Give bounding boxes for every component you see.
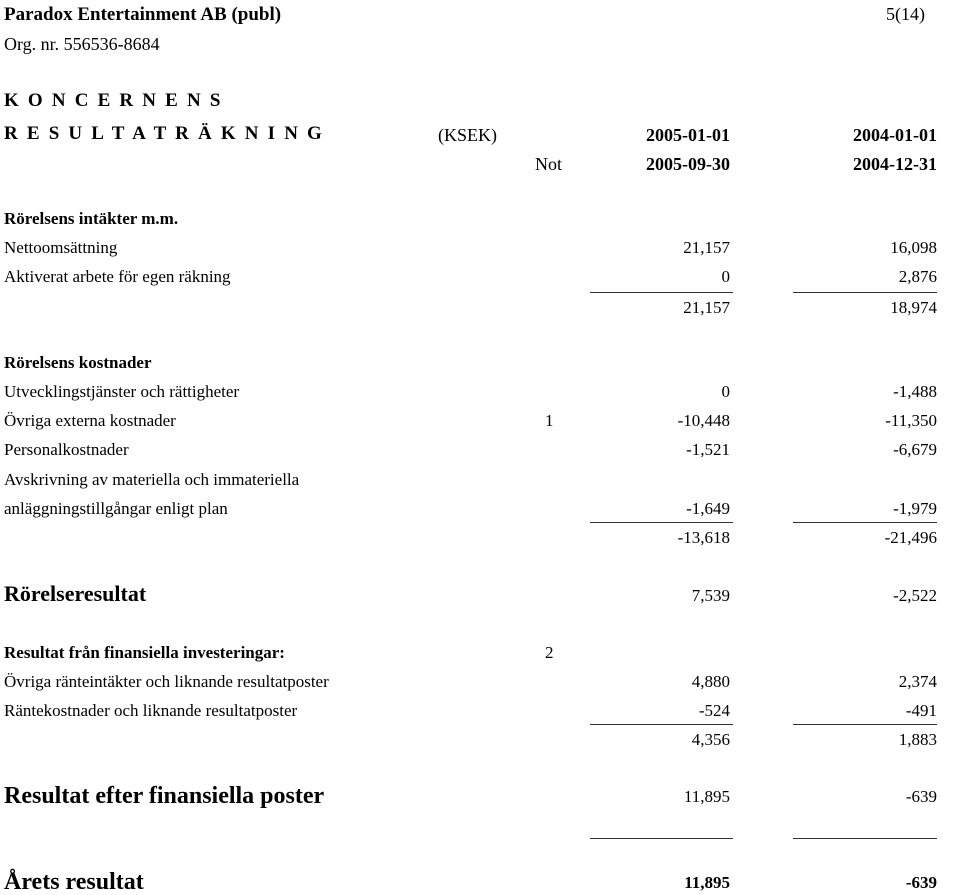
row-label: Avskrivning av materiella och immateriella	[4, 470, 300, 489]
subtotal-rule	[590, 292, 733, 293]
result-after-financial-label: Resultat efter finansiella poster	[4, 783, 325, 809]
subtotal-current: 21,157	[683, 298, 730, 317]
section-heading-costs: Rörelsens kostnader	[4, 353, 152, 372]
note-column-header: Not	[535, 154, 562, 174]
row-current: 21,157	[683, 238, 730, 257]
row-prior: 16,098	[890, 238, 937, 257]
total-rule	[793, 838, 937, 839]
subtotal-rule	[793, 724, 937, 725]
total-rule	[590, 838, 733, 839]
row-prior: 2,374	[898, 672, 937, 691]
subtotal-prior: 18,974	[890, 298, 937, 317]
row-label: Utvecklingstjänster och rättigheter	[4, 382, 240, 401]
subtotal-rule	[590, 724, 733, 725]
row-label: Övriga ränteintäkter och liknande resultatposter	[4, 672, 329, 691]
row-note: 1	[545, 411, 554, 430]
result-after-financial-current: 11,895	[683, 787, 730, 806]
section-heading-financial: Resultat från finansiella investeringar:	[4, 643, 285, 662]
subtotal-rule	[793, 292, 937, 293]
row-current: 0	[721, 267, 730, 286]
row-label: Aktiverat arbete för egen räkning	[4, 267, 231, 286]
subtotal-current: -13,618	[677, 528, 730, 547]
row-current: 0	[721, 382, 730, 401]
prior-period-start: 2004-01-01	[853, 125, 937, 145]
net-result-current: 11,895	[684, 873, 730, 892]
row-label: Nettoomsättning	[4, 238, 118, 257]
report-title-line2: R E S U L T A T R Ä K N I N G	[4, 123, 325, 144]
company-name: Paradox Entertainment AB (publ)	[4, 4, 282, 25]
row-current: -1,649	[686, 499, 730, 518]
current-period-end: 2005-09-30	[646, 154, 730, 174]
section-heading-revenue: Rörelsens intäkter m.m.	[4, 209, 179, 228]
prior-period-end: 2004-12-31	[853, 154, 937, 174]
page-number: 5(14)	[886, 4, 925, 24]
subtotal-prior: 1,883	[898, 730, 937, 749]
net-result-label: Årets resultat	[4, 869, 144, 895]
row-label: Övriga externa kostnader	[4, 411, 176, 430]
row-prior: 2,876	[898, 267, 937, 286]
subtotal-prior: -21,496	[884, 528, 937, 547]
row-prior: -1,488	[893, 382, 937, 401]
row-label-continued: anläggningstillgångar enligt plan	[4, 499, 228, 518]
row-prior: -11,350	[885, 411, 937, 430]
subtotal-rule	[793, 522, 937, 523]
row-label: Räntekostnader och liknande resultatposter	[4, 701, 298, 720]
org-number: Org. nr. 556536-8684	[4, 34, 160, 54]
row-current: -524	[698, 701, 730, 720]
row-current: -10,448	[677, 411, 730, 430]
subtotal-rule	[590, 522, 733, 523]
row-current: 4,880	[691, 672, 730, 691]
result-after-financial-prior: -639	[905, 787, 937, 806]
financial-note: 2	[545, 643, 554, 662]
row-current: -1,521	[686, 440, 730, 459]
current-period-start: 2005-01-01	[646, 125, 730, 145]
subtotal-current: 4,356	[691, 730, 730, 749]
operating-result-prior: -2,522	[893, 586, 937, 605]
row-prior: -6,679	[893, 440, 937, 459]
report-title-line1: K O N C E R N E N S	[4, 90, 223, 111]
row-prior: -491	[905, 701, 937, 720]
operating-result-label: Rörelseresultat	[4, 581, 147, 606]
net-result-prior: -639	[905, 873, 937, 892]
unit-label: (KSEK)	[438, 125, 497, 145]
operating-result-current: 7,539	[691, 586, 730, 605]
row-prior: -1,979	[893, 499, 937, 518]
row-label: Personalkostnader	[4, 440, 129, 459]
